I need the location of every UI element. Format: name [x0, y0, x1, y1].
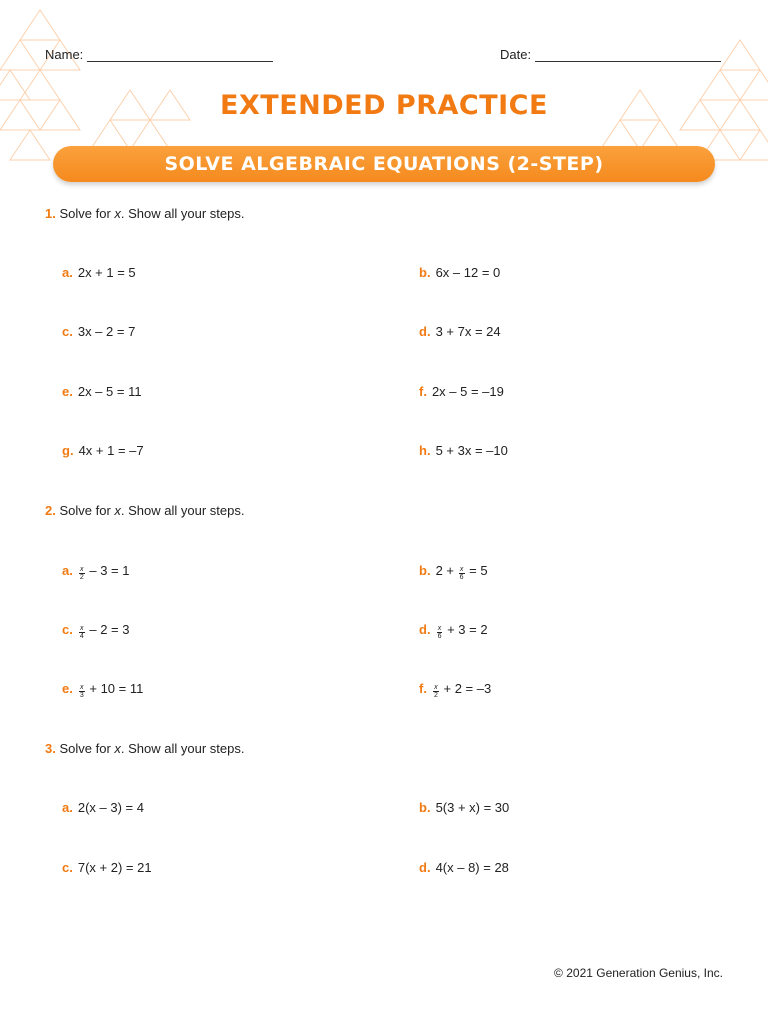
section-number: 3.: [45, 741, 56, 756]
problem-label: d.: [419, 324, 431, 339]
problem-2e: e. $\frac{x}{3}$ + 10 = 11: [62, 681, 144, 699]
problem-2d: d. $\frac{x}{6}$ + 3 = 2: [419, 622, 488, 640]
problem-equation: 2x – 5 = 11: [77, 384, 142, 399]
problem-equation: 5 + 3x = –10: [435, 443, 508, 458]
section-number: 2.: [45, 503, 56, 518]
problem-equation: 7(x + 2) = 21: [77, 860, 152, 875]
problem-1e: [62, 384, 142, 400]
fraction: $\frac{x}{2}$: [79, 566, 84, 581]
prompt-text: Solve for: [59, 206, 115, 221]
problem-label: b.: [419, 265, 431, 280]
problem-equation: 2x + 1 = 5: [77, 265, 136, 280]
prompt-text: Solve for: [59, 741, 115, 756]
problem-equation: 3x – 2 = 7: [77, 324, 136, 339]
problem-label: e.: [62, 384, 73, 399]
problem-label: c.: [62, 324, 73, 339]
section-2-prompt: [45, 503, 244, 518]
section-1-prompt: [45, 206, 244, 221]
problem-1g: [62, 443, 144, 459]
prompt-variable: x: [114, 741, 121, 756]
prompt-text: . Show all your steps.: [120, 206, 245, 221]
fraction: $\frac{x}{4}$: [79, 625, 84, 640]
problem-label: f.: [419, 384, 427, 399]
problem-equation: 4x + 1 = –7: [78, 443, 144, 458]
problem-label: d.: [419, 860, 431, 875]
problem-label: h.: [419, 443, 431, 458]
problem-equation: 6x – 12 = 0: [435, 265, 501, 280]
subtitle-text: SOLVE ALGEBRAIC EQUATIONS (2-STEP): [164, 153, 604, 175]
prompt-variable: x: [114, 503, 121, 518]
problem-label: d.: [419, 622, 431, 637]
problem-label: c.: [62, 622, 73, 637]
problem-equation: 3 + 7x = 24: [435, 324, 501, 339]
problem-1a: [62, 265, 136, 281]
problem-2f: f. $\frac{x}{2}$ + 2 = –3: [419, 681, 492, 699]
problem-label: g.: [62, 443, 74, 458]
prompt-variable: x: [114, 206, 121, 221]
problem-label: e.: [62, 681, 73, 696]
fraction: $\frac{x}{6}$: [459, 566, 464, 581]
fraction: $\frac{x}{3}$: [79, 684, 84, 699]
section-3-prompt: [45, 741, 244, 756]
problem-label: a.: [62, 563, 73, 578]
problem-equation: 2x – 5 = –19: [431, 384, 504, 399]
problem-1h: [419, 443, 508, 459]
problem-3c: [62, 860, 152, 876]
date-field[interactable]: [500, 47, 721, 62]
problem-label: a.: [62, 800, 73, 815]
fraction: $\frac{x}{2}$: [433, 684, 438, 699]
subtitle-banner: [53, 146, 715, 182]
problem-1c: [62, 324, 135, 340]
problem-label: c.: [62, 860, 73, 875]
problem-2a: a. $\frac{x}{2}$ – 3 = 1: [62, 563, 130, 581]
problem-3a: [62, 800, 144, 816]
prompt-text: . Show all your steps.: [120, 503, 245, 518]
problem-equation: 4(x – 8) = 28: [435, 860, 509, 875]
page-title: EXTENDED PRACTICE: [220, 90, 548, 121]
problem-label: a.: [62, 265, 73, 280]
date-blank-line[interactable]: [535, 47, 721, 62]
section-number: 1.: [45, 206, 56, 221]
problem-label: b.: [419, 563, 431, 578]
fraction: $\frac{x}{6}$: [437, 625, 442, 640]
problem-2c: c. $\frac{x}{4}$ – 2 = 3: [62, 622, 130, 640]
problem-3b: [419, 800, 509, 816]
name-blank-line[interactable]: [87, 47, 273, 62]
problem-1b: [419, 265, 500, 281]
date-label: Date:: [500, 47, 532, 62]
problem-2b: b. 2 + $\frac{x}{6}$ = 5: [419, 563, 488, 581]
problem-equation: 5(3 + x) = 30: [435, 800, 510, 815]
problem-1d: [419, 324, 501, 340]
name-label: Name:: [45, 47, 84, 62]
problem-label: f.: [419, 681, 427, 696]
prompt-text: Solve for: [59, 503, 115, 518]
problem-3d: [419, 860, 509, 876]
copyright-footer: © 2021 Generation Genius, Inc.: [554, 966, 723, 980]
prompt-text: . Show all your steps.: [120, 741, 245, 756]
problem-1f: [419, 384, 504, 400]
name-field[interactable]: [45, 47, 273, 62]
problem-label: b.: [419, 800, 431, 815]
problem-equation: 2(x – 3) = 4: [77, 800, 144, 815]
